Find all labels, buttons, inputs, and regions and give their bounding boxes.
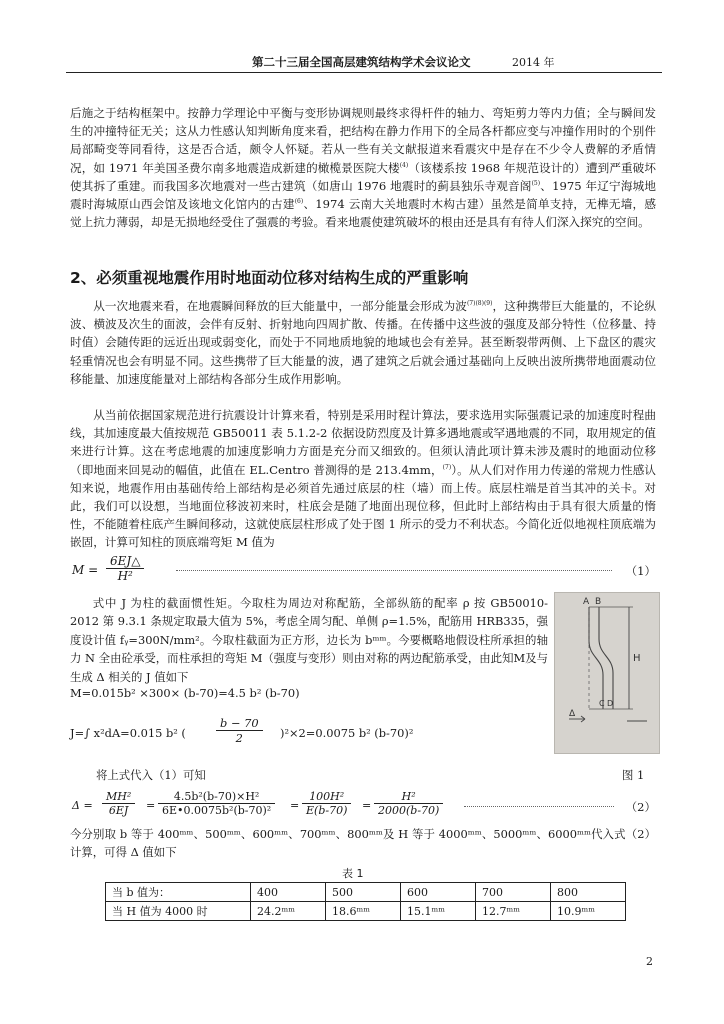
equation-2 [72,790,656,824]
eq1-number: （1） [625,564,656,578]
eq2-equals-3: = [362,799,372,812]
section-heading: 2、必须重视地震作用时地面动位移对结构生成的严重影响 [70,269,469,287]
intro-text-3: 、1975 年辽宁海城地震时海城原山西会馆及该地文化馆内的古建 [70,178,656,212]
calc-text-2: ）。从人们对作用力传递的常规力性感认知来说，地震作用由基础传给上部结构是必须首先通过底层的柱（墙）而上传。底层柱端是首当其冲的关卡。对此，我们可以设想，当地面位移波初来时，柱底会是随了地面出现位移，但此时上部结构由于具有很大质量的惰性，不能随着柱底产生瞬间移动，这就使底层柱形成了处于图 1 所示的受力不利状态。今简化近似地视柱顶底端为嵌固，计算可知柱的顶底端弯矩 M 值为 [70,462,657,550]
figure-label-a: A [583,597,590,607]
eq1-lhs: M = [72,563,99,577]
figure-label-b: B [595,597,602,607]
table-cell: 800 [551,883,626,902]
j-prefix: J=∫ x²dA=0.015 b² ( [70,726,186,740]
conference-title: 第二十三届全国高层建筑结构学术会议论文 [252,55,471,69]
eq2-f2-num: 4.5b²(b-70)×H² [158,790,275,804]
table-cell: 10.9ᵐᵐ [551,902,626,921]
formula-text: 式中 J 为柱的截面惯性矩。今取柱为周边对称配筋，全部纵筋的配率 ρ 按 GB50010-2012 第 9.3.1 条规定取最大值为 5%，考虑全周匀配、单侧 ρ=1.5%，配筋用 HRB335，强度设计值 fᵧ=300N/mm²。今取柱截面为正方形，边长为 bᵐᵐ。今要概略地假设柱所承担的轴力 N 全由砼承受，而柱承担的弯矩 M（强度与变形）则由对称的两边配筋承受，由此知M及与生成 Δ 相关的 J 值如下 [70,596,548,684]
intro-paragraph [70,104,656,231]
citation-7-8-9: (7)(8)(9) [466,300,493,308]
wave-paragraph [70,297,656,388]
table-cell: 当 b 值为： [106,883,251,902]
values-paragraph [70,825,656,861]
calc-text-1: 从当前依据国家规范进行抗震设计计算来看，特别是采用时程计算法，要求选用实际强震记录的加速度时程曲线，其加速度最大值按规范 GB50011 表 5.1.2-2 依据设防烈度及计算多遇地震或罕遇地震的不同，取用规定的值来进行计算。这在考虑地震的加速度影响力方面是充分而又细致的。但须认清此项计算未涉及震时的地面动位移（即地面来回晃动的幅值，此值在 EL.Centro 普测得的是 213.4mm， [70,408,656,477]
eq2-f1-den: 6EJ [108,804,129,817]
column-deformation-figure [554,592,660,754]
j-denominator: 2 [235,731,243,745]
citation-7: (7) [442,463,452,471]
wave-text-1: 从一次地震来看，在地震瞬间释放的巨大能量中，一部分能量会形成为波 [93,299,467,313]
inertia-equation [70,716,550,750]
eq2-f4-num: H² [374,790,443,804]
column-sketch [555,593,659,753]
eq2-f1-num: MH² [102,790,135,804]
wave-text-2: ，这种携带巨大能量的，不论纵波、横波及次生的面波，会伴有反射、折射地向四周扩散、传播。在传播中这些波的强度及部分特性（位移量、持时值）会随传距的远近出现或弱变化，而处于不同地质地貌的地域也会有差异。甚至断裂带两侧、上下盘区的震灾轻重情况也会有明显不同。这些携带了巨大能量的波，遇了建筑之后就会通过基础向上反映出波所携带地面震动位移能量、加速度能量对上部结构各部分生成作用影响。 [70,299,656,386]
eq2-fraction-3 [302,790,351,817]
figure-caption: 图 1 [622,768,645,782]
table-row [106,883,626,902]
intro-text-4: 、1974 云南大关地震时木构古建）虽然是简单支持，无榫无墙，感觉上抗力薄弱，却是无损地经受住了强震的考验。看来地震使建筑破坏的根由还是具有有待人们深入探究的空间。 [70,197,656,230]
equation-1 [72,554,656,588]
column-left-edge [589,607,603,709]
formula-paragraph [70,594,548,686]
eq2-equals-1: = [146,799,156,812]
intro-text-2: （该楼系按 1968 年规范设计的）遭到严重破坏使其拆了重建。而我国多次地震对一些古建筑（如唐山 1976 地震时的蓟县独乐寺观音阁 [70,160,656,193]
results-table [105,882,626,921]
j-fraction [216,716,263,745]
header-year: 2014 年 [512,56,555,69]
eq2-equals-2: = [290,799,300,812]
table-cell: 当 H 值为 4000 时 [106,902,251,921]
citation-4: (4) [399,161,409,169]
page-number: 2 [646,955,653,968]
table-cell: 500 [326,883,401,902]
eq2-f4-den: 2000(b-70) [378,804,440,817]
table-row [106,902,626,921]
eq2-fraction-1 [102,790,135,817]
column-right-edge [599,607,613,709]
table-cell: 400 [251,883,326,902]
substitute-line: 将上式代入（1）可知 [96,768,206,782]
eq1-leader-dots [176,570,612,571]
citation-5: (5) [531,179,541,187]
figure-label-d: D [607,699,614,708]
eq2-number: （2） [625,800,656,814]
table-cell: 18.6ᵐᵐ [326,902,401,921]
calc-paragraph [70,406,656,552]
figure-label-h: H [633,653,641,664]
citation-6: (6) [294,198,304,206]
table-cell: 12.7ᵐᵐ [476,902,551,921]
eq2-f2-den: 6E•0.0075b²(b-70)² [162,804,272,817]
table-cell: 700 [476,883,551,902]
eq2-leader-dots [464,806,614,807]
j-numerator: b − 70 [216,716,263,731]
figure-label-c: C [599,699,605,708]
table-title: 表 1 [342,867,364,880]
eq1-fraction [106,554,144,583]
j-suffix: )²×2=0.0075 b² (b-70)² [280,726,414,740]
eq1-numerator: 6EJ△ [106,554,144,569]
running-header [66,52,662,73]
eq2-fraction-2 [158,790,275,817]
eq2-f3-num: 100H² [302,790,351,804]
moment-equation: M=0.015b² ×300× (b-70)=4.5 b² (b-70) [70,686,300,700]
eq2-lhs: Δ = [72,799,93,812]
eq2-fraction-4 [374,790,443,817]
table-cell: 15.1ᵐᵐ [401,902,476,921]
eq1-denominator: H² [117,569,133,583]
table-cell: 24.2ᵐᵐ [251,902,326,921]
values-text: 今分别取 b 等于 400ᵐᵐ、500ᵐᵐ、600ᵐᵐ、700ᵐᵐ、800ᵐᵐ及 H 等于 4000ᵐᵐ、5000ᵐᵐ、6000ᵐᵐ代入式（2）计算，可得 Δ 值如下 [70,827,656,860]
table-cell: 600 [401,883,476,902]
eq2-f3-den: E(b-70) [306,804,348,817]
figure-label-delta: Δ [569,709,576,719]
intro-text-1: 后施之于结构框架中。按静力学理论中平衡与变形协调规则最终求得杆件的轴力、弯矩剪力等内力值；全与瞬间发生的冲撞特征无关；这从力性感认知判断角度来看，把结构在静力作用下的全局各杆都应变与冲撞作用时的个别件局部畸变等同看待，这是否合适，颇令人怀疑。若从一些有关文献报道来看震灾中是存在不少令人费解的矛盾情况，如 1971 年美国圣费尔南多地震造成新建的橄榄景医院大楼 [70,106,656,175]
